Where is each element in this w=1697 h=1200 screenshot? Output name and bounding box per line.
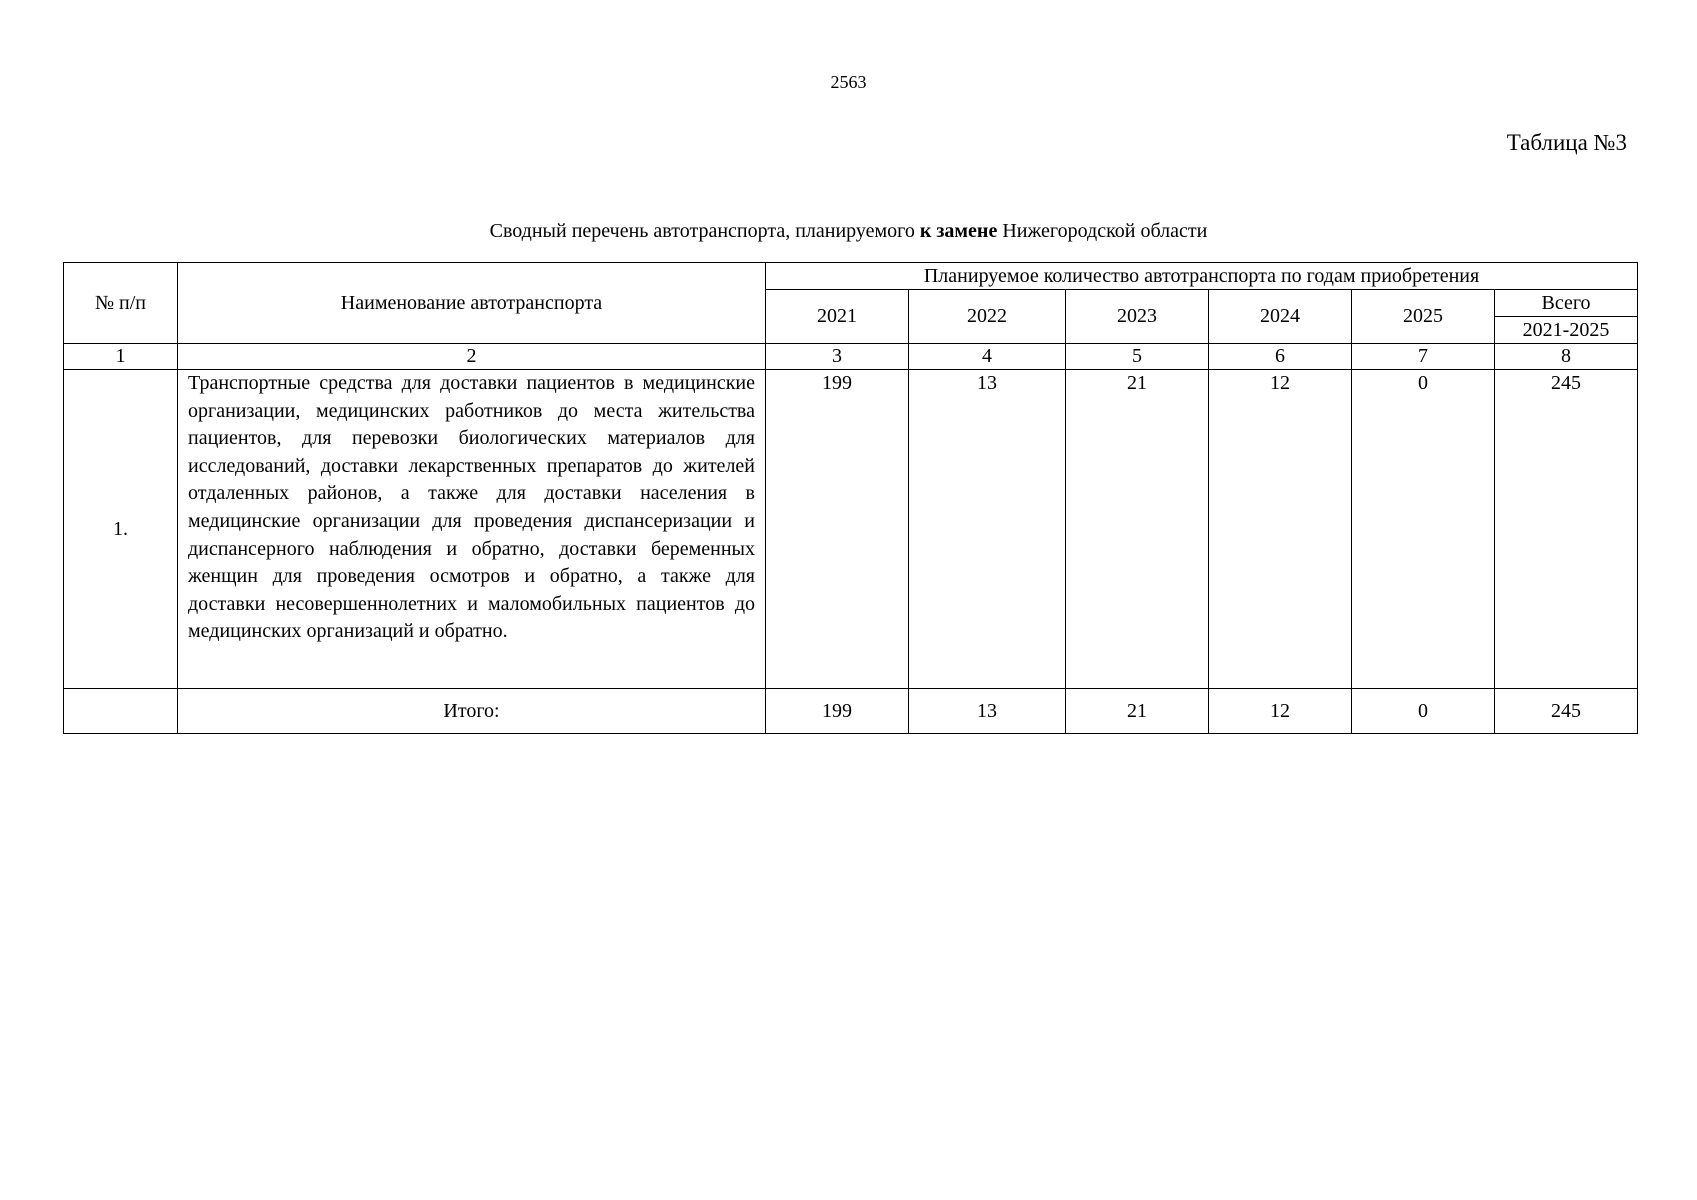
header-year: 2023: [1066, 290, 1209, 344]
row-number: 1.: [64, 370, 178, 689]
value-2024: 12: [1209, 370, 1352, 689]
column-index: 7: [1352, 344, 1495, 370]
total-2025: 0: [1352, 689, 1495, 734]
column-index-row: [64, 344, 1638, 370]
total-all: 245: [1495, 689, 1638, 734]
total-empty-cell: [64, 689, 178, 734]
vehicle-replacement-table: [63, 262, 1638, 734]
header-year: 2024: [1209, 290, 1352, 344]
header-year: 2022: [909, 290, 1066, 344]
total-2024: 12: [1209, 689, 1352, 734]
document-title: [0, 220, 1697, 243]
column-index: 6: [1209, 344, 1352, 370]
total-2022: 13: [909, 689, 1066, 734]
value-2021: 199: [766, 370, 909, 689]
header-total-top: Всего: [1495, 290, 1638, 317]
total-2021: 199: [766, 689, 909, 734]
column-index: 1: [64, 344, 178, 370]
total-row: [64, 689, 1638, 734]
table-label: Таблица №3: [1506, 130, 1627, 155]
header-year: 2021: [766, 290, 909, 344]
header-total-bottom: 2021-2025: [1495, 317, 1638, 344]
title-text-bold: к замене: [919, 220, 998, 242]
total-2023: 21: [1066, 689, 1209, 734]
column-index: 3: [766, 344, 909, 370]
column-index: 8: [1495, 344, 1638, 370]
value-total: 245: [1495, 370, 1638, 689]
total-label: Итого:: [178, 689, 766, 734]
title-text-before: Сводный перечень автотранспорта, планируемого: [489, 220, 920, 242]
column-index: 5: [1066, 344, 1209, 370]
page-number: 2563: [830, 72, 867, 92]
value-2025: 0: [1352, 370, 1495, 689]
vehicle-description: Транспортные средства для доставки пациентов в медицинские организации, медицинских работников до места жительства пациентов, для перевозки биологических материалов для исследований, доставки лекарственных препаратов до жителей отдаленных районов, а также для доставки населения в медицинские организации для проведения диспансеризации и диспансерного наблюдения и обратно, доставки беременных женщин для проведения осмотров и обратно, а также для доставки несовершеннолетних и маломобильных пациентов до медицинских организаций и обратно.: [178, 370, 766, 689]
table-row: [64, 370, 1638, 689]
header-row: [64, 263, 1638, 290]
header-group: Планируемое количество автотранспорта по годам приобретения: [766, 263, 1638, 290]
header-year: 2025: [1352, 290, 1495, 344]
title-text-after: Нижегородской области: [997, 220, 1208, 242]
header-num: № п/п: [64, 263, 178, 344]
column-index: 2: [178, 344, 766, 370]
value-2022: 13: [909, 370, 1066, 689]
header-name: Наименование автотранспорта: [178, 263, 766, 344]
column-index: 4: [909, 344, 1066, 370]
value-2023: 21: [1066, 370, 1209, 689]
